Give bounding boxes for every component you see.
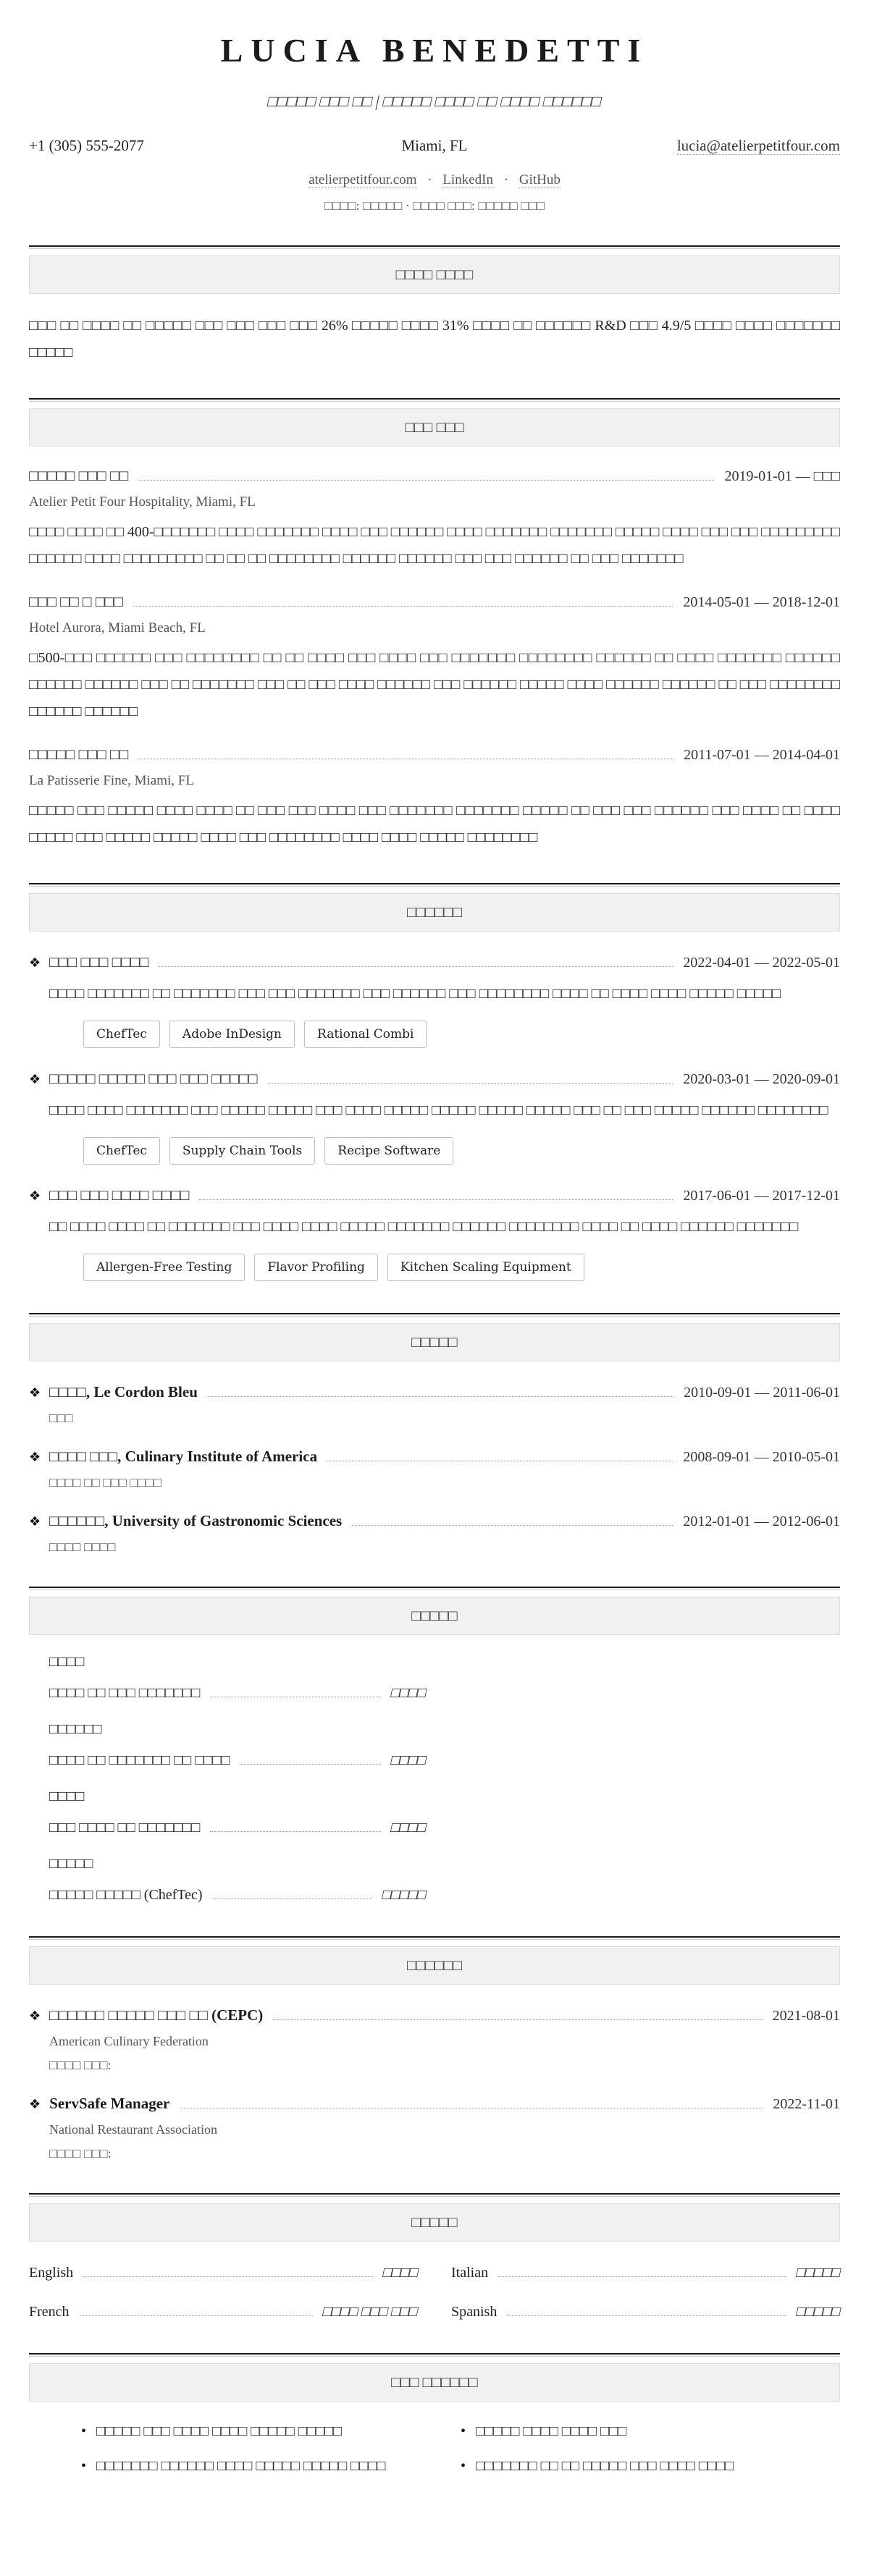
cert-valid-label: □□□□ □□□: xyxy=(49,2058,112,2073)
cert-date: 2021-08-01 xyxy=(772,2008,840,2024)
leader-line xyxy=(138,480,714,481)
cert-date: 2022-11-01 xyxy=(773,2096,840,2113)
project-tags xyxy=(83,1137,840,1165)
job-dates: 2011-07-01 — 2014-04-01 xyxy=(684,747,840,764)
leader-line xyxy=(498,2276,786,2277)
education-entry xyxy=(29,1448,840,1490)
achievement-text: □□□□□ □□□□ □□□□ □□□ xyxy=(476,2423,627,2440)
github-link[interactable]: GitHub xyxy=(519,172,561,188)
language-name: French xyxy=(29,2304,70,2320)
degree-title: □□□□ □□□, Culinary Institute of America xyxy=(49,1448,318,1466)
tag-chip: Recipe Software xyxy=(324,1137,453,1165)
project-dates: 2017-06-01 — 2017-12-01 xyxy=(683,1188,840,1204)
leader-line xyxy=(83,2276,373,2277)
resume-header xyxy=(29,30,840,214)
skill-row xyxy=(49,1887,426,1904)
leader-line xyxy=(199,1199,673,1200)
language-name: Italian xyxy=(451,2265,489,2281)
project-entry xyxy=(29,953,840,1048)
page-title: LUCIA BENEDETTI xyxy=(220,32,649,69)
diamond-bullet-icon: ❖ xyxy=(29,955,41,971)
phone-number: +1 (305) 555-2077 xyxy=(29,137,144,155)
skill-level: □□□□ xyxy=(389,1685,428,1702)
tag-chip: Allergen-Free Testing xyxy=(83,1254,245,1281)
job-title-row xyxy=(29,593,840,612)
skills-group xyxy=(49,1721,426,1770)
job-dates: 2019-01-01 — □□□ xyxy=(724,468,840,485)
cert-valid-label: □□□□ □□□: xyxy=(49,2146,112,2161)
leader-line xyxy=(159,966,673,967)
leader-line xyxy=(268,1083,673,1084)
project-description: □□□□ □□□□ □□□□□□□ □□□ □□□□□ □□□□□ □□□ □□□□ □□□□□ □□□□□ □□□□□ □□□□□ □□□ □□ □□□ □□□□□ □□□□□□ □□□□□□□□ xyxy=(49,1102,828,1119)
skill-row xyxy=(49,1752,426,1770)
diamond-bullet-icon: ❖ xyxy=(29,1450,41,1465)
section-divider xyxy=(29,245,840,249)
leader-line xyxy=(240,1764,381,1765)
skill-level: □□□□ xyxy=(389,1820,428,1836)
education-title-row xyxy=(29,1512,840,1531)
cert-entry xyxy=(29,2006,840,2073)
job-title: □□□ □□ □ □□□ xyxy=(29,593,123,611)
skill-category: □□□□ xyxy=(49,1654,85,1671)
summary-text: □□□ □□ □□□□ □□ □□□□□ □□□ □□□ □□□ □□□ 26% □□□□□ □□□□ 31% □□□□ □□ □□□□□□ R&D □□□ 4.9/5 □□□□ □□□□ □□□□□□□ □□□□□ xyxy=(29,318,840,361)
tag-chip: ChefTec xyxy=(83,1021,160,1048)
tag-chip: Adobe InDesign xyxy=(169,1021,295,1048)
cert-issuer: American Culinary Federation xyxy=(49,2034,209,2049)
cert-entry xyxy=(29,2095,840,2161)
skill-name: □□□□ □□ □□□ □□□□□□□ xyxy=(49,1685,201,1702)
job-company: Atelier Petit Four Hospitality, Miami, FL xyxy=(29,494,256,510)
cert-issuer: National Restaurant Association xyxy=(49,2122,217,2137)
job-title: □□□□□ □□□ □□ xyxy=(29,746,129,764)
diamond-bullet-icon: ❖ xyxy=(29,1514,41,1529)
section-certifications xyxy=(29,1936,840,2161)
skill-row xyxy=(49,1685,426,1702)
skill-category: □□□□□□ xyxy=(49,1721,102,1738)
tag-chip: Flavor Profiling xyxy=(254,1254,378,1281)
achievements-list xyxy=(81,2420,818,2477)
skill-row xyxy=(49,1820,426,1837)
job-description: □□□□□ □□□ □□□□□ □□□□ □□□□ □□ □□□ □□□ □□□□ □□□ □□□□□□□ □□□□□□□ □□□□□ □□ □□□ □□□ □□□□□□ □□□ □□□□ □□ □□□□ □□□□□ □□□ □□□□□ □□□□□ □□□□ □□□ □□□□□□□□ □□□□ □□□□ □□□□□ □□□□□□□□ xyxy=(29,803,840,846)
bullet-dot-icon: • xyxy=(81,2423,87,2440)
skill-category: □□□□ xyxy=(49,1789,85,1805)
language-name: English xyxy=(29,2265,74,2281)
skill-name: □□□□□ □□□□□ (ChefTec) xyxy=(49,1887,203,1904)
project-description: □□ □□□□ □□□□ □□ □□□□□□□ □□□ □□□□ □□□□ □□□□□ □□□□□□□ □□□□□□ □□□□□□□□ □□□□ □□ □□□□ □□□□□□ □□□□□□□ xyxy=(49,1219,799,1236)
job-description: □500-□□□ □□□□□□ □□□ □□□□□□□□ □□ □□ □□□□ □□□ □□□□ □□□ □□□□□□□ □□□□□□□□ □□□□□□ □□ □□□□ □□□□□□□ □□□□□□ □□□□□□ □□□□□□ □□□ □□ □□□□□□□ □□□ □□ □□□ □□□□ □□□□□□ □□□ □□□□□□ □□□□□ □□□□ □□□□□□ □□□□□□ □□ □□□ □□□□□□□□ □□□□□□ □□□□□□ xyxy=(29,650,840,720)
project-title-row xyxy=(29,953,840,972)
achievement-text: □□□□□□□ □□□□□□ □□□□ □□□□□ □□□□□ □□□□ xyxy=(96,2458,386,2475)
job-title-row xyxy=(29,467,840,486)
job-company: La Patisserie Fine, Miami, FL xyxy=(29,773,194,789)
job-company: Hotel Aurora, Miami Beach, FL xyxy=(29,620,206,636)
email-link[interactable]: lucia@atelierpetitfour.com xyxy=(676,137,840,155)
job-title-row xyxy=(29,746,840,764)
skill-level: □□□□ xyxy=(389,1752,428,1769)
section-achievements xyxy=(29,2353,840,2477)
link-separator: · xyxy=(427,172,432,188)
certifications-heading: □□□□□□ xyxy=(29,1946,840,1985)
leader-line xyxy=(507,2315,786,2316)
achievement-item xyxy=(81,2420,439,2442)
section-divider xyxy=(29,1313,840,1317)
language-level: □□□□□ xyxy=(794,2265,842,2281)
project-name: □□□□□ □□□□□ □□□ □□□ □□□□□ xyxy=(49,1070,258,1088)
diamond-bullet-icon: ❖ xyxy=(29,2097,41,2112)
languages-grid xyxy=(29,2265,840,2321)
tag-chip: Supply Chain Tools xyxy=(169,1137,315,1165)
tag-chip: ChefTec xyxy=(83,1137,160,1165)
experience-heading: □□□ □□□ xyxy=(29,408,840,447)
project-entry xyxy=(29,1070,840,1165)
skills-group xyxy=(49,1856,426,1904)
section-divider xyxy=(29,2353,840,2357)
section-divider xyxy=(29,1936,840,1940)
language-level: □□□□ □□□ □□□ xyxy=(321,2304,420,2320)
skill-level: □□□□□ xyxy=(380,1887,428,1904)
project-entry xyxy=(29,1186,840,1281)
projects-heading: □□□□□□ xyxy=(29,893,840,932)
achievement-item xyxy=(81,2455,439,2477)
cert-name: □□□□□□ □□□□□ □□□ □□ (CEPC) xyxy=(49,2006,264,2024)
leader-line xyxy=(133,606,673,607)
leader-line xyxy=(208,1396,673,1397)
cert-title-row xyxy=(29,2006,840,2025)
project-description: □□□□ □□□□□□□ □□ □□□□□□□ □□□ □□□ □□□□□□□ □□□ □□□□□□ □□□ □□□□□□□□ □□□□ □□ □□□□ □□□□ □□□□□ □□□□□ xyxy=(49,986,781,1002)
link-separator: · xyxy=(503,172,509,188)
achievements-heading: □□□ □□□□□□ xyxy=(29,2363,840,2402)
education-note: □□□ xyxy=(49,1411,73,1426)
language-row xyxy=(29,2265,418,2282)
skills-group xyxy=(49,1789,426,1837)
language-row xyxy=(451,2265,840,2282)
project-name: □□□ □□□ □□□□ xyxy=(49,953,149,971)
section-divider xyxy=(29,883,840,887)
education-dates: 2010-09-01 — 2011-06-01 xyxy=(684,1385,840,1401)
diamond-bullet-icon: ❖ xyxy=(29,1072,41,1087)
job-entry xyxy=(29,746,840,851)
project-tags xyxy=(83,1254,840,1281)
section-education xyxy=(29,1313,840,1555)
language-level: □□□□□ xyxy=(794,2304,842,2320)
tagline-text: □□□□□ □□□ □□ | □□□□□ □□□□ □□ □□□□ □□□□□□ xyxy=(266,92,603,111)
section-divider xyxy=(29,1587,840,1590)
achievement-item xyxy=(461,2455,818,2477)
degree-title: □□□□, Le Cordon Bleu xyxy=(49,1383,198,1401)
project-dates: 2020-03-01 — 2020-09-01 xyxy=(683,1071,840,1088)
education-dates: 2008-09-01 — 2010-05-01 xyxy=(683,1449,840,1466)
achievement-item xyxy=(461,2420,818,2442)
degree-title: □□□□□□, University of Gastronomic Sciences xyxy=(49,1512,343,1530)
skills-group xyxy=(49,1654,426,1702)
diamond-bullet-icon: ❖ xyxy=(29,2009,41,2024)
education-heading: □□□□□ xyxy=(29,1323,840,1361)
project-dates: 2022-04-01 — 2022-05-01 xyxy=(683,955,840,971)
project-name: □□□ □□□ □□□□ □□□□ xyxy=(49,1186,190,1204)
location: Miami, FL xyxy=(401,137,468,155)
summary-heading: □□□□ □□□□ xyxy=(29,256,840,294)
section-skills xyxy=(29,1587,840,1904)
tag-chip: Kitchen Scaling Equipment xyxy=(387,1254,584,1281)
job-title: □□□□□ □□□ □□ xyxy=(29,467,129,485)
language-level: □□□□ xyxy=(381,2265,420,2281)
job-dates: 2014-05-01 — 2018-12-01 xyxy=(683,594,840,611)
tag-chip: Rational Combi xyxy=(304,1021,427,1048)
leader-line xyxy=(80,2315,314,2316)
cert-title-row xyxy=(29,2095,840,2113)
bullet-dot-icon: • xyxy=(461,2423,466,2440)
project-title-row xyxy=(29,1186,840,1205)
section-languages xyxy=(29,2193,840,2321)
linkedin-link[interactable]: LinkedIn xyxy=(442,172,493,188)
skill-category: □□□□□ xyxy=(49,1856,93,1872)
bullet-dot-icon: • xyxy=(81,2458,87,2475)
education-note: □□□□ □□ □□□ □□□□ xyxy=(49,1475,161,1490)
education-entry xyxy=(29,1383,840,1426)
section-experience xyxy=(29,398,840,851)
tagline xyxy=(29,92,840,111)
language-name: Spanish xyxy=(451,2304,498,2320)
leader-line xyxy=(352,1525,673,1526)
education-title-row xyxy=(29,1448,840,1466)
section-summary xyxy=(29,245,840,366)
leader-line xyxy=(273,2019,762,2020)
section-divider xyxy=(29,398,840,402)
skills-heading: □□□□□ xyxy=(29,1597,840,1635)
leader-line xyxy=(210,1831,380,1832)
skill-name: □□□□ □□ □□□□□□□ □□ □□□□ xyxy=(49,1752,230,1769)
job-entry xyxy=(29,467,840,573)
meta-line: □□□□: □□□□□ · □□□□ □□□: □□□□□ □□□ xyxy=(324,198,545,214)
language-row xyxy=(451,2304,840,2321)
bullet-dot-icon: • xyxy=(461,2458,466,2475)
education-note: □□□□ □□□□ xyxy=(49,1540,116,1555)
project-title-row xyxy=(29,1070,840,1089)
language-row xyxy=(29,2304,418,2321)
links-row xyxy=(29,172,840,188)
section-projects xyxy=(29,883,840,1281)
email-cell xyxy=(570,137,840,155)
achievement-text: □□□□□□□ □□ □□ □□□□□ □□□ □□□□ □□□□ xyxy=(476,2458,734,2475)
diamond-bullet-icon: ❖ xyxy=(29,1385,41,1401)
section-divider xyxy=(29,2193,840,2197)
diamond-bullet-icon: ❖ xyxy=(29,1188,41,1204)
job-description: □□□□ □□□□ □□ 400-□□□□□□□ □□□□ □□□□□□□ □□□□ □□□ □□□□□□ □□□□ □□□□□□□ □□□□□□□ □□□□□ □□□□ □□□ □□□ □□□□□□□□□ □□□□□□ □□□□ □□□□□□□□□ □□ □□ □□ □□□□□□□□ □□□□□□ □□□□□□ □□□ □□□ □□□□□□ □□ □□□ □□□□□□□ xyxy=(29,524,840,567)
education-title-row xyxy=(29,1383,840,1402)
achievement-text: □□□□□ □□□ □□□□ □□□□ □□□□□ □□□□□ xyxy=(96,2423,343,2440)
contact-row xyxy=(29,137,840,155)
website-link[interactable]: atelierpetitfour.com xyxy=(308,172,417,188)
languages-heading: □□□□□ xyxy=(29,2203,840,2242)
education-dates: 2012-01-01 — 2012-06-01 xyxy=(683,1513,840,1530)
education-entry xyxy=(29,1512,840,1555)
project-tags xyxy=(83,1021,840,1048)
skill-name: □□□ □□□□ □□ □□□□□□□ xyxy=(49,1820,201,1836)
job-entry xyxy=(29,593,840,725)
cert-name: ServSafe Manager xyxy=(49,2095,170,2113)
